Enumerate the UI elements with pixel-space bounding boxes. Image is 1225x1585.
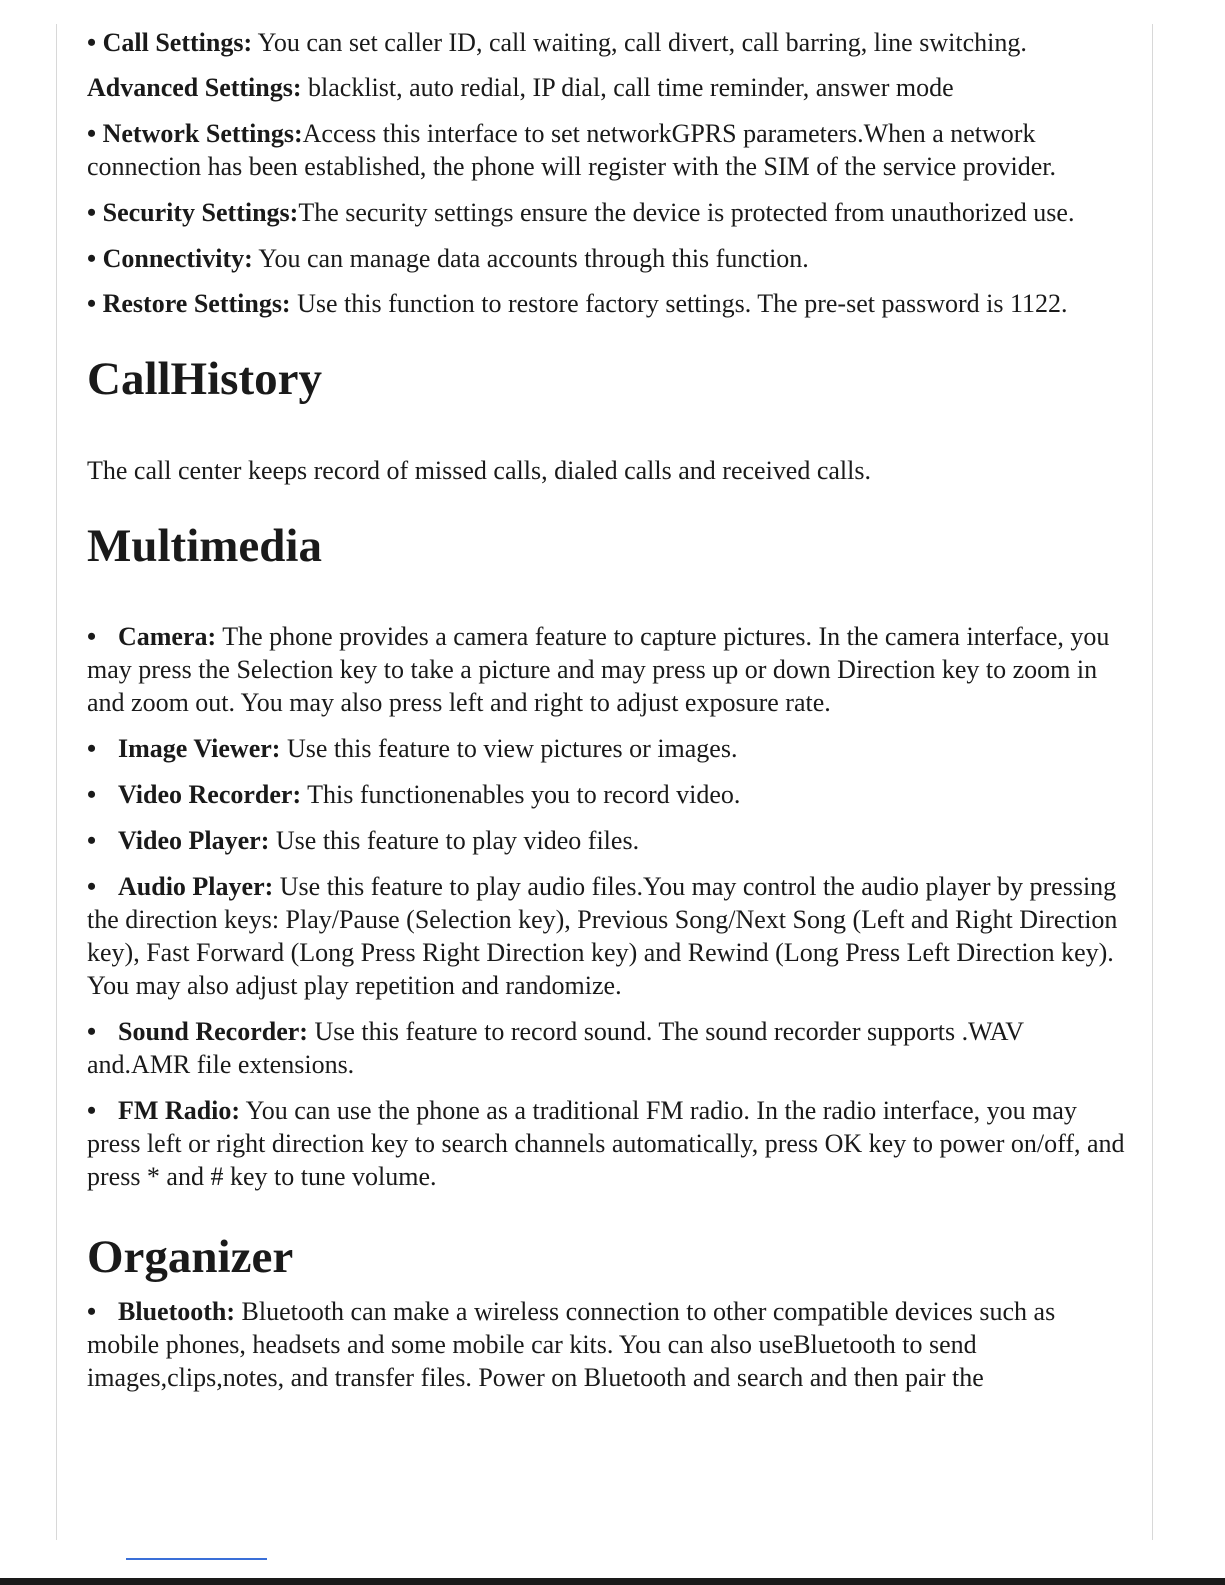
security-settings-paragraph — [87, 196, 1127, 229]
advanced-settings-text: blacklist, auto redial, IP dial, call time reminder, answer mode — [301, 73, 954, 102]
multimedia-item — [87, 778, 1127, 811]
connectivity-text: You can manage data accounts through this function. — [252, 244, 809, 273]
video-player-label: Video Player: — [118, 826, 270, 855]
bullet: • — [87, 826, 97, 855]
camera-label: Camera: — [118, 622, 217, 651]
call-settings-text: You can set caller ID, call waiting, call divert, call barring, line switching. — [252, 28, 1027, 57]
audio-player-text: Use this feature to play audio files.You may control the audio player by pressing the direction keys: Play/Pause (Selection key), Previous Song/Next Song (Left and Right Direction key), Fast Forward (Long Press Right Direction key) and Rewind (Long Press Left Direction key). You may also adjust play repetition and randomize. — [87, 872, 1118, 1000]
video-player-text: Use this feature to play video files. — [269, 826, 640, 855]
restore-settings-label: Restore Settings: — [102, 289, 291, 318]
organizer-heading: Organizer — [87, 1231, 294, 1283]
advanced-settings-label: Advanced Settings: — [87, 73, 302, 102]
multimedia-item — [87, 1015, 1127, 1081]
multimedia-item — [87, 620, 1127, 719]
bullet: • — [87, 289, 97, 318]
bullet: • — [87, 198, 97, 227]
call-settings-paragraph — [87, 26, 1127, 59]
document-content — [87, 26, 1127, 1394]
connectivity-paragraph — [87, 242, 1127, 275]
security-settings-label: Security Settings: — [102, 198, 299, 227]
restore-settings-text: Use this function to restore factory settings. The pre-set password is 1122. — [290, 289, 1068, 318]
bullet: • — [87, 734, 97, 763]
fm-radio-text: You can use the phone as a traditional FM radio. In the radio interface, you may press left or right direction key to search channels automatically, press OK key to power on/off, and press * and # key to tune volume. — [87, 1096, 1125, 1191]
footer-link-underline — [126, 1558, 267, 1560]
bullet: • — [87, 780, 97, 809]
sound-recorder-label: Sound Recorder: — [118, 1017, 308, 1046]
fm-radio-label: FM Radio: — [118, 1096, 241, 1125]
bluetooth-text: Bluetooth can make a wireless connection to other compatible devices such as mobile phones, headsets and some mobile car kits. You can also useBluetooth to send images,clips,notes, and transfer files. Power on Bluetooth and search and then pair the — [87, 1297, 1056, 1392]
network-settings-paragraph — [87, 117, 1127, 183]
connectivity-label: Connectivity: — [102, 244, 253, 273]
multimedia-item — [87, 732, 1127, 765]
sound-recorder-text: Use this feature to record sound. The sound recorder supports .WAV and.AMR file extensions. — [87, 1017, 1024, 1079]
network-settings-text: Access this interface to set networkGPRS parameters.When a network connection has been established, the phone will register with the SIM of the service provider. — [87, 119, 1056, 181]
camera-text: The phone provides a camera feature to capture pictures. In the camera interface, you may press the Selection key to take a picture and may press up or down Direction key to zoom in and zoom out. You may also press left and right to adjust exposure rate. — [87, 622, 1110, 717]
bullet: • — [87, 1017, 97, 1046]
bullet: • — [87, 28, 97, 57]
bullet: • — [87, 244, 97, 273]
call-history-text: The call center keeps record of missed calls, dialed calls and received calls. — [87, 456, 871, 485]
page-border-right — [1152, 24, 1153, 1540]
page-border-left — [56, 24, 57, 1540]
bullet: • — [87, 1297, 97, 1326]
organizer-item — [87, 1295, 1127, 1394]
call-settings-label: Call Settings: — [102, 28, 253, 57]
video-recorder-text: This functionenables you to record video. — [301, 780, 741, 809]
call-history-heading: CallHistory — [87, 353, 322, 405]
security-settings-text: The security settings ensure the device is protected from unauthorized use. — [298, 198, 1075, 227]
multimedia-heading: Multimedia — [87, 520, 322, 572]
bullet: • — [87, 1096, 97, 1125]
video-recorder-label: Video Recorder: — [118, 780, 302, 809]
multimedia-item — [87, 824, 1127, 857]
multimedia-item — [87, 870, 1127, 1002]
image-viewer-label: Image Viewer: — [118, 734, 281, 763]
bullet: • — [87, 119, 97, 148]
bluetooth-label: Bluetooth: — [118, 1297, 235, 1326]
bullet: • — [87, 622, 97, 651]
page-bottom-rule — [0, 1578, 1225, 1585]
network-settings-label: Network Settings: — [102, 119, 303, 148]
audio-player-label: Audio Player: — [118, 872, 274, 901]
image-viewer-text: Use this feature to view pictures or images. — [280, 734, 738, 763]
advanced-settings-paragraph — [87, 71, 1127, 104]
restore-settings-paragraph — [87, 287, 1127, 320]
bullet: • — [87, 872, 97, 901]
multimedia-item — [87, 1094, 1127, 1193]
